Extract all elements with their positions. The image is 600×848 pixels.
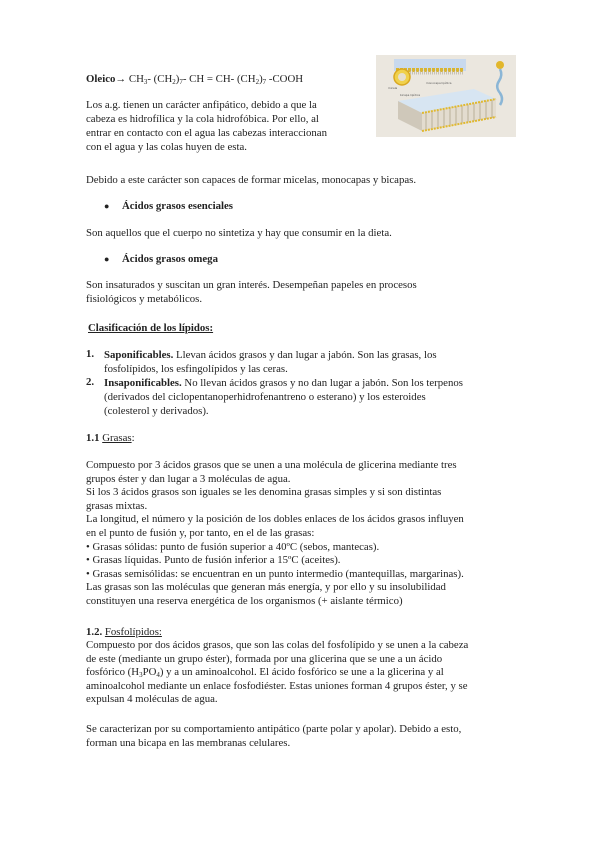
micelles-paragraph: Debido a este carácter son capaces de formar micelas, monocapas y bicapas. [86,174,417,186]
amphipathic-behavior-paragraph: Se caracterizan por su comportamiento antipático (parte polar y apolar). Debido a esto, forman una bicapa en las membranas celulares. [86,723,462,749]
bullet-icon: ● [104,254,110,264]
section-heading-fats: 1.1 Grasas: [86,432,135,444]
list-item-unsaponifiable: Insaponificables. No llevan ácidos grasos y no dan lugar a jabón. Son los terpenos (derivados del ciclopentanoperhidrofenantreno o esterano) y los esteroides (colesterol y derivados). [104,377,463,417]
omega-paragraph: Son insaturados y suscitan un gran interés. Desempeñan papeles en procesos fisiológicos y metabólicos. [86,279,417,305]
list-number: 2. [86,376,95,388]
essential-paragraph: Son aquellos que el cuerpo no sintetiza y hay que consumir en la dieta. [86,227,392,239]
caption-monolayer: monocapa lipídica [426,81,452,85]
lipid-figure-drawing [376,55,516,137]
amphipathic-paragraph: Los a.g. tienen un carácter anfipático, debido a que la cabeza es hidrofílica y la cola hidrofóbica. Por ello, al entrar en contacto con el agua las cabezas interaccionan con el agua y las colas huyen de esta. [86,99,327,153]
phospholipid-head [496,61,504,69]
list-item-saponifiable: Saponificables. Llevan ácidos grasos y dan lugar a jabón. Son las grasas, los fosfolípidos, los esfingolípidos y las ceras. [104,349,437,375]
oleic-formula: Oleico→ $CH_3-$ $(CH_2)_7-$ CH = CH- $(CH_2)_7$ -COOH [86,73,304,86]
heading-omega-fatty-acids: Ácidos grasos omega [122,253,218,265]
list-number: 1. [86,348,95,360]
lipid-structures-figure [376,55,516,137]
caption-bilayer: bicapa lipídica [400,93,421,97]
section-heading-phospholipids: 1.2. Fosfolípidos: [86,626,162,638]
heading-essential-fatty-acids: Ácidos grasos esenciales [122,200,233,212]
fats-paragraph: Compuesto por 3 ácidos grasos que se unen a una molécula de glicerina mediante tres grupos éster y dan lugar a 3 moléculas de agua. Si los 3 ácidos grasos son iguales se les denomina grasas simples y si son distintas grasas mixtas. La longitud, el número y la posición de los dobles enlaces de los ácidos grasos influyen en el punto de fusión y, por tanto, en el de las grasas: • Grasas sólidas: punto de fusión superior a 40ºC (sebos, mantecas). • Grasas líquidas. Punto de fusión inferior a 15ºC (aceites). • Grasas semisólidas: se encuentran en un punto intermedio (mantequillas, margarinas). Las grasas son las moléculas que generan más energía, y por ello y su insolubilidad constituyen una reserva energética de los organismos (+ aislante térmico) [86,459,464,607]
bullet-icon: ● [104,201,110,211]
arrow-symbol: → [115,73,127,85]
caption-micelle: micela [388,86,398,90]
phospholipids-paragraph: Compuesto por dos ácidos grasos, que son las colas del fosfolípido y se unen a la cabeza de este (mediante un grupo éster), formada por una glicerina que se une a un ácido fosfórico $(H_3PO_4)$ y a un aminoalcohol. El ácido fosfórico se une a la glicerina y al aminoalcohol mediante un enlace fosfodiéster. Estas uniones forman 4 grupos éster, y se expulsan 4 moléculas de agua. [86,639,469,706]
oleic-label: Oleico [86,73,116,85]
classification-title: Clasificación de los lípidos: [88,322,214,334]
